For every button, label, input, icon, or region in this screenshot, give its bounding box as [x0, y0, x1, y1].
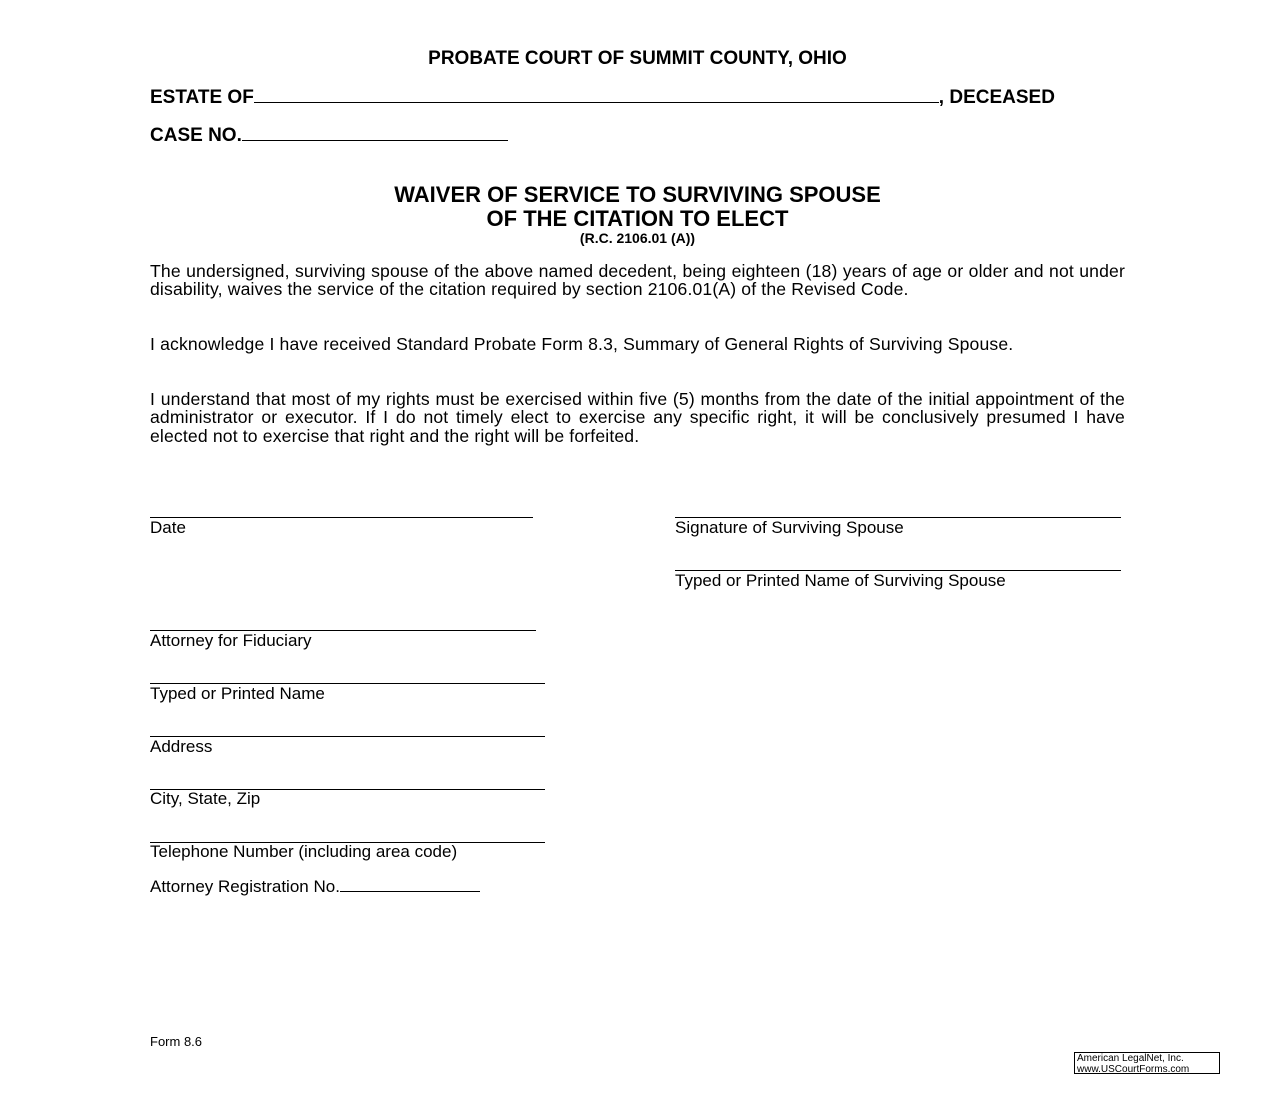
registration-number-field[interactable]: [340, 890, 480, 892]
court-name: PROBATE COURT OF SUMMIT COUNTY, OHIO: [428, 48, 847, 69]
attorney-label: Attorney for Fiduciary: [150, 631, 312, 650]
estate-line: [150, 87, 1055, 109]
spouse-signature-label: Signature of Surviving Spouse: [675, 518, 904, 537]
case-label: CASE NO.: [150, 125, 242, 146]
address-label: Address: [150, 737, 213, 756]
estate-label: ESTATE OF: [150, 87, 254, 108]
estate-name-field[interactable]: [254, 101, 939, 103]
acknowledgement-paragraph: I acknowledge I have received Standard Probate Form 8.3, Summary of General Rights of Surviving Spouse.: [150, 334, 1014, 354]
case-line: [150, 125, 508, 147]
publisher-badge: [1074, 1052, 1220, 1074]
form-number: Form 8.6: [150, 1034, 203, 1049]
date-label: Date: [150, 518, 186, 537]
telephone-label: Telephone Number (including area code): [150, 842, 458, 861]
registration-line: [150, 877, 480, 897]
publisher-name: American LegalNet, Inc.: [1077, 1053, 1184, 1064]
form-title-line1: WAIVER OF SERVICE TO SURVIVING SPOUSE: [394, 182, 881, 207]
publisher-url: www.USCourtForms.com: [1077, 1063, 1190, 1075]
date-field[interactable]: [150, 517, 533, 518]
rights-paragraph: I understand that most of my rights must be exercised within five (5) months from the date of the initial appointment of the administrator or executor. If I do not timely elect to exercise any specific right, it will be conclusively presumed I have elected not to exercise that right and the right will be forfeited.: [150, 389, 1125, 446]
city-state-zip-label: City, State, Zip: [150, 789, 261, 808]
waiver-paragraph: The undersigned, surviving spouse of the above named decedent, being eighteen (18) years of age or older and not under disability, waives the service of the citation required by section 2106.01(A) of the Revised Code.: [150, 261, 1125, 300]
estate-suffix: , DECEASED: [938, 87, 1055, 108]
registration-label: Attorney Registration No.: [150, 877, 340, 896]
form-title-line2: OF THE CITATION TO ELECT: [486, 206, 789, 231]
statute-reference: (R.C. 2106.01 (A)): [579, 230, 696, 246]
attorney-printed-name-label: Typed or Printed Name: [150, 684, 325, 703]
case-number-field[interactable]: [242, 139, 508, 141]
spouse-printed-name-label: Typed or Printed Name of Surviving Spouse: [675, 571, 1006, 590]
